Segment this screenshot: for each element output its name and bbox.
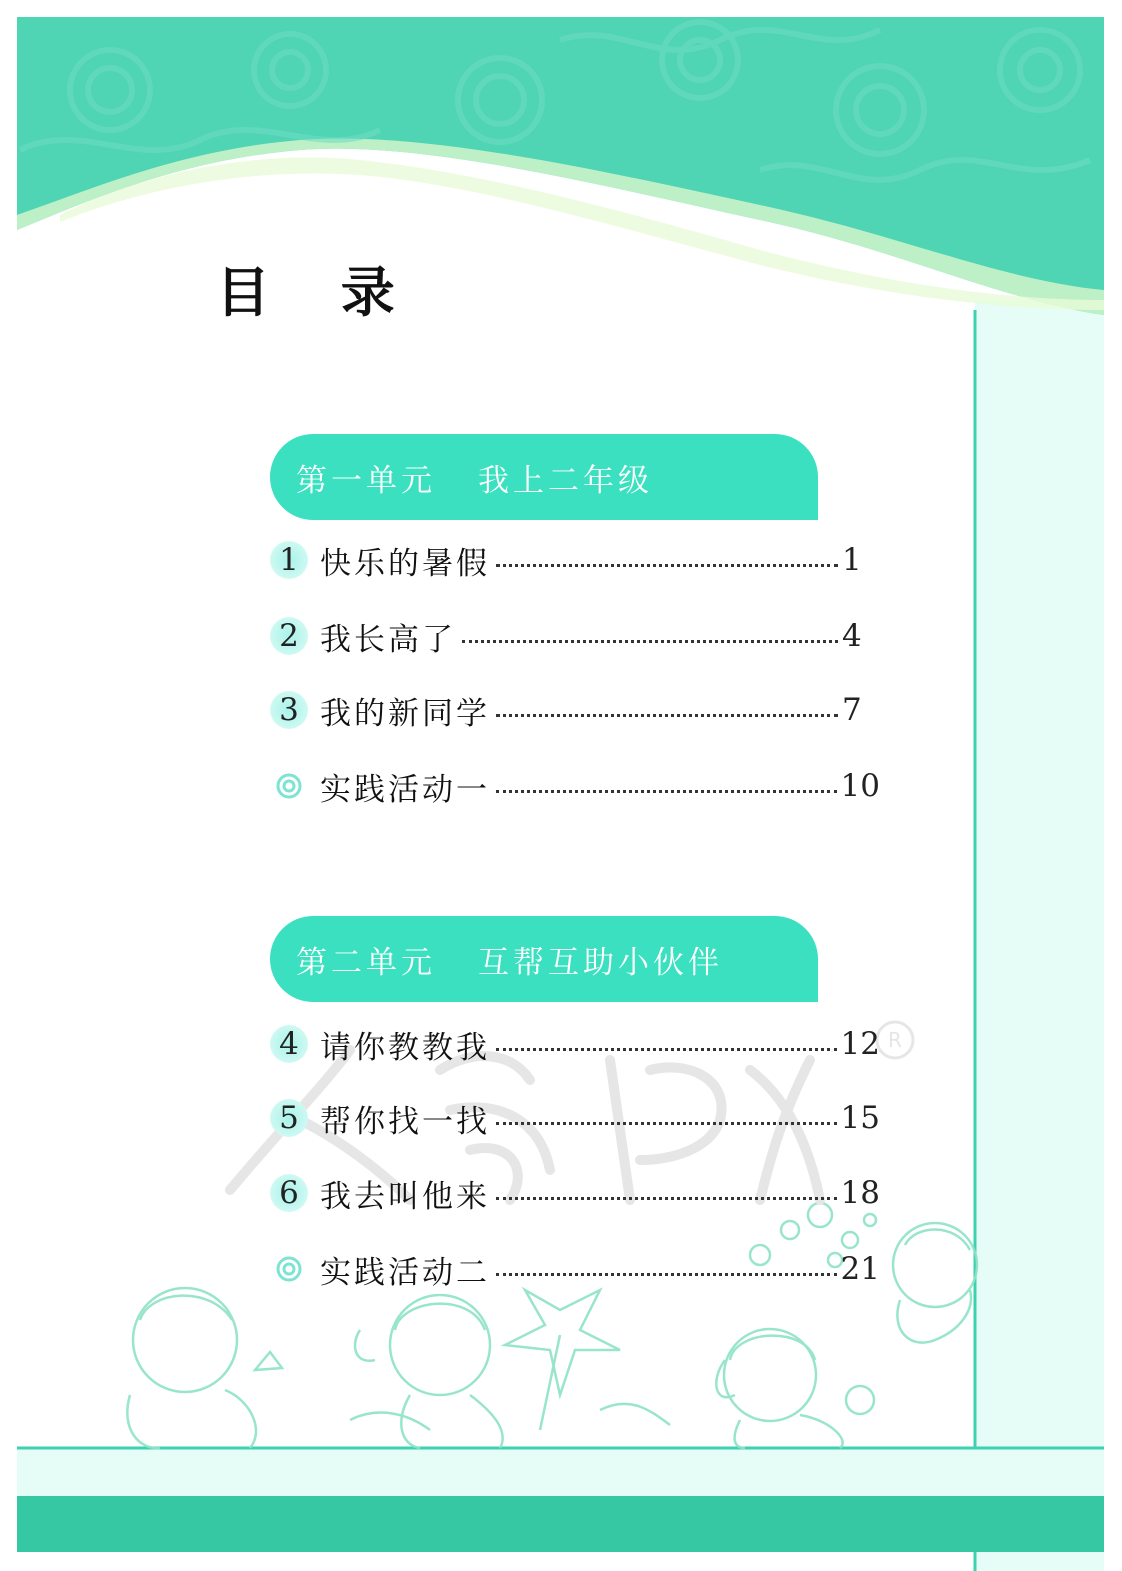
dot-leader	[496, 1273, 837, 1276]
lesson-title: 实践活动一	[320, 771, 490, 808]
lesson-title: 实践活动二	[320, 1254, 490, 1291]
dot-leader	[496, 1048, 837, 1051]
lesson-number-badge: 2	[270, 617, 308, 655]
lesson-number-badge: 3	[270, 691, 308, 729]
dot-leader	[496, 1122, 837, 1125]
dot-leader	[496, 790, 837, 793]
unit-name: 互帮互助小伙伴	[478, 944, 723, 981]
lesson-title: 请你教教我	[320, 1029, 490, 1066]
page-number: 18	[840, 1175, 880, 1211]
toc-entry-lesson-2[interactable]	[270, 608, 880, 664]
lesson-title: 快乐的暑假	[320, 545, 490, 582]
page-number: 1	[842, 542, 862, 578]
toc-entry-lesson-5[interactable]	[270, 1090, 880, 1146]
dot-leader	[496, 1197, 837, 1200]
toc-entry-activity-2[interactable]	[270, 1241, 880, 1297]
page-number: 15	[840, 1100, 880, 1136]
lesson-title: 帮你找一找	[320, 1103, 490, 1140]
lesson-title: 我长高了	[320, 621, 456, 658]
lesson-number-badge: 5	[270, 1099, 308, 1137]
toc-entry-lesson-3[interactable]	[270, 682, 880, 738]
page-title: 目 录	[216, 261, 421, 324]
toc-entry-lesson-6[interactable]	[270, 1165, 880, 1221]
unit-number: 第一单元	[296, 462, 436, 499]
lesson-title: 我的新同学	[320, 695, 490, 732]
toc-entry-lesson-4[interactable]	[270, 1016, 880, 1072]
dot-leader	[496, 564, 838, 567]
activity-target-icon	[270, 1250, 308, 1288]
page-number: 12	[840, 1026, 880, 1062]
toc-entry-lesson-1[interactable]	[270, 532, 880, 588]
lesson-number-badge: 1	[270, 541, 308, 579]
unit-number: 第二单元	[296, 944, 436, 981]
svg-text:R: R	[888, 1028, 902, 1052]
activity-target-icon	[270, 767, 308, 805]
lesson-number-badge: 6	[270, 1174, 308, 1212]
dot-leader	[462, 640, 838, 643]
unit-header-1	[270, 434, 818, 520]
dot-leader	[496, 714, 838, 717]
page-number: 7	[842, 692, 862, 728]
unit-header-2	[270, 916, 818, 1002]
page-number: 21	[840, 1251, 880, 1287]
page-number: 10	[840, 768, 880, 804]
lesson-number-badge: 4	[270, 1025, 308, 1063]
unit-name: 我上二年级	[478, 462, 653, 499]
toc-entry-activity-1[interactable]	[270, 758, 880, 814]
page-number: 4	[842, 618, 862, 654]
lesson-title: 我去叫他来	[320, 1178, 490, 1215]
